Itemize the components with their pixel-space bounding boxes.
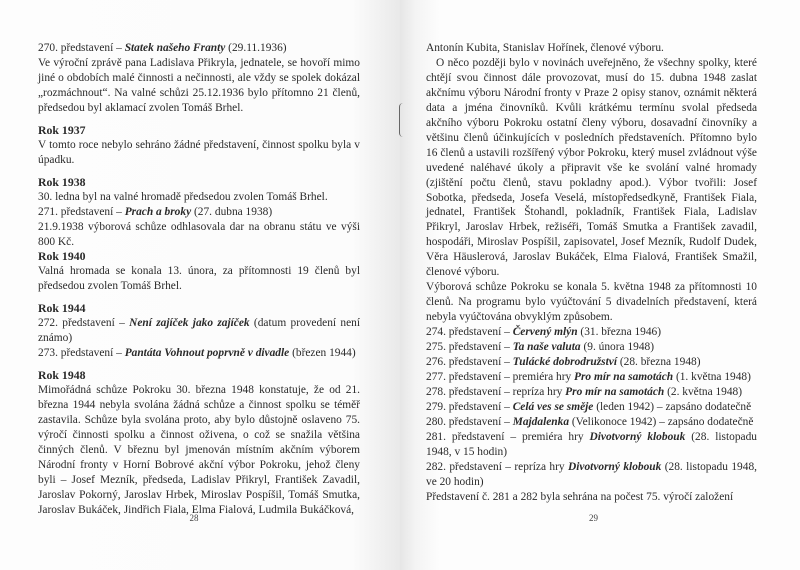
heading-rok-1948: Rok 1948 [38, 368, 86, 383]
play-title: Není zajíček jako zajíček [129, 317, 250, 330]
paragraph-continuation: Antonín Kubita, Stanislav Hořínek, členové výboru. [426, 42, 664, 54]
play-title: Červený mlýn [512, 326, 578, 339]
paragraph-1938-b: 21.9.1938 výborová schůze odhlasovala dar na obranu státu ve výši 800 Kč. [38, 220, 360, 248]
play-title: Statek našeho Franty [124, 42, 226, 54]
performance-entry: 281. představení – premiéra hry Divotvorný klobouk (28. listopadu 1948, v 15 hodin) [426, 430, 757, 458]
right-page-text [426, 41, 757, 505]
play-title: Pro mír na samotách [574, 370, 674, 383]
heading-rok-1940: Rok 1940 [38, 249, 86, 264]
performance-entry: 275. představení – Ta naše valuta (9. února 1948) [426, 341, 655, 354]
paragraph-1937: V tomto roce nebylo sehráno žádné představení, činnost spolku byla v úpadku. [38, 138, 360, 166]
performance-entry: 282. představení – repríza hry Divotvorný klobouk (28. listopadu 1948, ve 20 hodin) [426, 460, 757, 488]
heading-rok-1944: Rok 1944 [38, 301, 86, 316]
paragraph-1948: Mimořádná schůze Pokroku 30. března 1948 konstatuje, že od 21. března 1944 nebyla svolána žádná schůze a činnost spolku se téměř zastavila. Schůze byla svolána proto, aby bylo důstojně oslaveno 75. výročí činnosti spolku a činnost oživena, o což se snažila většina činných členů. V březnu byl jmenován místním akčním výborem Národní fronty v Horní Bobrové akční výbor Pokroku, jehož členy byli – Josef Mezník, předseda, Ladislav Přikryl, František Zavadil, Jaroslav Pokorný, Jaroslav Hrbek, Miroslav Pospíšil, Tomáš Smutka, Jaroslav Bukáček, Jindřich Fiala, Elma Fialová, Ludmila Bukáčková, [38, 384, 360, 516]
performance-entry: 280. představení – Majdalenka (Velikonoce 1942) – zapsáno dodatečně [426, 415, 754, 428]
play-title: Tulácké dobrodružství [512, 356, 617, 369]
play-title: Divotvorný klobouk [589, 430, 686, 443]
performance-entry: 279. představení – Celá ves se směje (leden 1942) – zapsáno dodatečně [426, 400, 752, 413]
performance-entry-270: 270. představení – Statek našeho Franty (29.11.1936) [38, 42, 287, 54]
play-title: Pro mír na samotách [565, 385, 665, 398]
paragraph-vyborova-schuze: Výborová schůze Pokroku se konala 5. května 1948 za přítomnosti 10 členů. Na programu bylo vyúčtování 5 divadelních představení, která nebyla vyúčtována obvyklým způsobem. [426, 281, 757, 324]
performance-list [426, 325, 757, 489]
performance-entry: 278. představení – repríza hry Pro mír na samotách (2. května 1948) [426, 385, 743, 398]
performance-entry-271: 271. představení – Prach a broky (27. dubna 1938) [38, 205, 273, 218]
paragraph-last: Představení č. 281 a 282 byla sehrána na počest 75. výročí založení [426, 490, 734, 503]
play-title: Majdalenka [512, 415, 570, 428]
performance-entry: 277. představení – premiéra hry Pro mír na samotách (1. května 1948) [426, 370, 751, 383]
play-title: Divotvorný klobouk [568, 460, 662, 473]
right-page [400, 0, 800, 570]
performance-entry-273: 273. představení – Pantáta Vohnout poprvně v divadle (březen 1944) [38, 347, 356, 360]
play-title: Pantáta Vohnout poprvně v divadle [124, 347, 290, 360]
paragraph-noviny: O něco později bylo v novinách uveřejněno, že všechny spolky, které chtějí svou činnost dále provozovat, musí do 15. dubna 1948 zaslat akčnímu výboru Národní fronty v Praze 2 opisy stanov, oznámit některá data a jména činovníků. Kvůli krátkému termínu svolal předseda akčního výboru Pokroku ostatní členy výboru, dosavadní činovníky a většinu členů účinkujících v posledních představeních. Přítomno bylo 16 členů a ustavili rozšířený výbor Pokroku, který musel zvládnout výše uvedené naléhavé úkoly a připravit vše ke svolání valné hromady (zjištění počtu členů, stavu pokladny apod.). Výbor tvořili: Josef Sobotka, předseda, Josefa Veselá, místopředsedkyně, František Fiala, jednatel, František Štohandl, pokladník, František Fiala, Ladislav Přikryl, Jaroslav Hrbek, režiséři, Tomáš Smutka a František zavadil, hospodáři, Miroslav Pospíšil, zapisovatel, Josef Mezník, Rudolf Dudek, Věra Häuslerová, Jaroslav Bukáček, Elma Fialová, František Smažil, členové výboru. [426, 56, 757, 279]
heading-rok-1938: Rok 1938 [38, 174, 86, 189]
binding-clip [399, 103, 404, 137]
page-number: 28 [189, 513, 199, 523]
heading-rok-1937: Rok 1937 [38, 122, 86, 137]
left-page-text [38, 41, 360, 518]
play-title: Ta naše valuta [512, 341, 581, 354]
page-number: 29 [589, 513, 598, 523]
play-title: Prach a broky [124, 205, 192, 218]
performance-entry: 274. představení – Červený mlýn (31. března 1946) [426, 326, 662, 339]
play-title: Celá ves se směje [512, 400, 594, 413]
paragraph-1940: Valná hromada se konala 13. února, za přítomnosti 19 členů byl předsedou zvolen Tomáš Brhel. [38, 265, 360, 293]
performance-entry-272: 272. představení – Není zajíček jako zajíček (datum provedení není známo) [38, 317, 360, 345]
performance-entry: 276. představení – Tulácké dobrodružství (28. března 1948) [426, 356, 701, 369]
paragraph-1936: Ve výroční zprávě pana Ladislava Přikryla, jednatele, se hovoří mimo jiné o obdobích malé činnosti a nečinnosti, ale vždy se spolek dokázal „rozmáchnout“. Na valné schůzi 25.12.1936 bylo přítomno 21 členů, předsedou byl aklamací zvolen Tomáš Brhel. [38, 56, 360, 114]
paragraph-1938-a: 30. ledna byl na valné hromadě předsedou zvolen Tomáš Brhel. [38, 190, 328, 203]
